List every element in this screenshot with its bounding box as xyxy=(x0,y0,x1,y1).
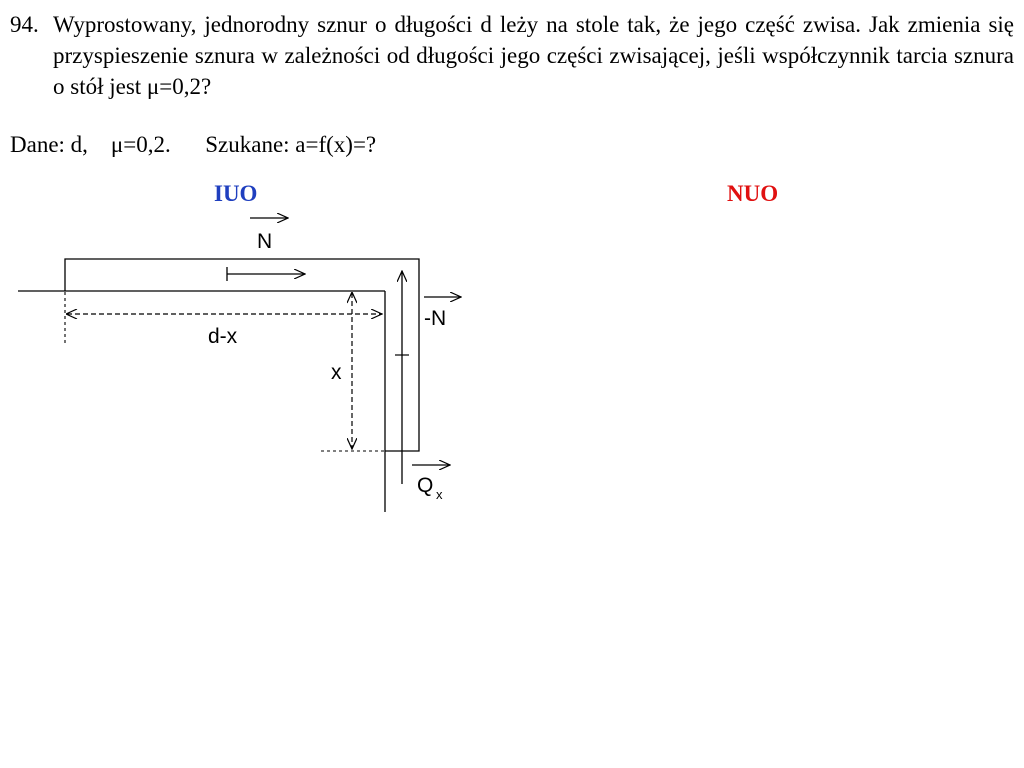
label-d-minus-x: d-x xyxy=(208,325,238,348)
problem-number: 94. xyxy=(10,12,39,37)
given-mu: μ=0,2. xyxy=(110,132,171,157)
label-minus-N: -N xyxy=(424,307,447,330)
section-title-iuo: IUO xyxy=(214,181,258,206)
label-x: x xyxy=(331,361,342,384)
system-outline xyxy=(65,259,419,451)
section-title-nuo: NUO xyxy=(727,181,779,206)
given-dane: Dane: d, xyxy=(10,132,88,157)
label-Q: Q xyxy=(417,474,434,497)
label-N: N xyxy=(257,230,273,253)
problem-text: Wyprostowany, jednorodny sznur o długości d leży na stole tak, że jego część zwisa. Jak zmienia się przyspieszenie sznura w zależności od długości jego części zwisającej, jeśli współczynnik tarcia sznura o stół jest μ=0,2? xyxy=(53,12,1014,99)
label-Q-subscript: x xyxy=(436,487,443,502)
table-surface xyxy=(18,291,385,512)
sought-quantity: Szukane: a=f(x)=? xyxy=(205,132,377,157)
